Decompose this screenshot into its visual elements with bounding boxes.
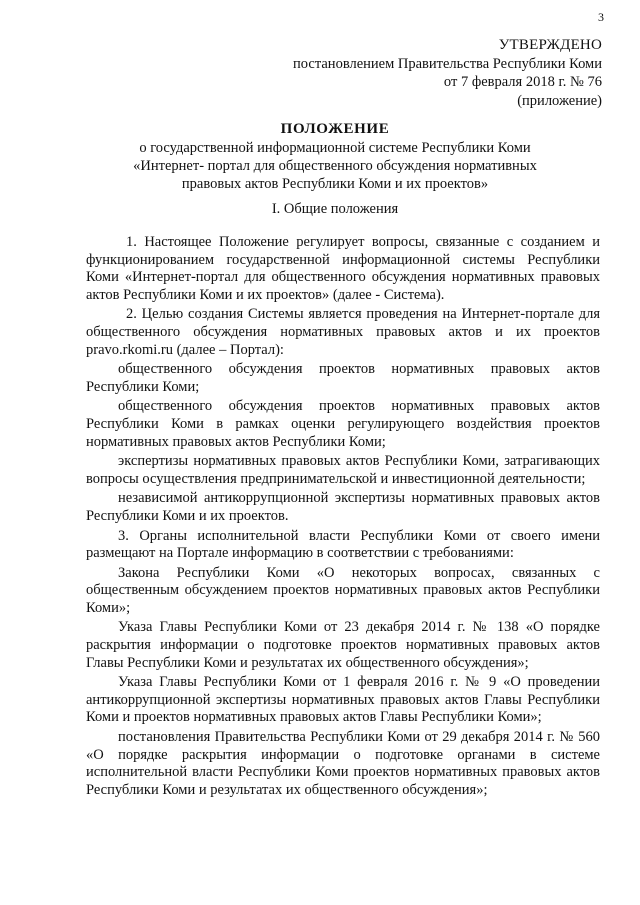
section-title: I. Общие положения <box>271 201 399 217</box>
document-subtitle-line-1: о государственной информационной системе Республики Коми <box>139 140 531 156</box>
document-body <box>86 234 600 801</box>
paragraph: Указа Главы Республики Коми от 1 февраля 2016 г. № 9 «О проведении антикоррупционной экспертизы нормативных правовых актов Главы Республики Коми и проектов нормативных правовых актов Главы Республики Коми»; <box>86 674 600 726</box>
document-heading <box>30 120 640 193</box>
paragraph: экспертизы нормативных правовых актов Республики Коми, затрагивающих вопросы осуществления предпринимательской и инвестиционной деятельности; <box>86 453 600 487</box>
paragraph: 3. Органы исполнительной власти Республики Коми от своего имени размещают на Портале информацию в соответствии с требованиями: <box>86 527 600 562</box>
approval-line-1: постановлением Правительства Республики Коми <box>293 55 602 72</box>
paragraph: 1. Настоящее Положение регулирует вопросы, связанные с созданием и функционированием государственной информационной системы Республики Коми «Интернет-портал для общественного обсуждения нормативных правовых актов Республики Коми и их проектов» (далее - Система). <box>86 234 600 303</box>
document-subtitle-line-3: правовых актов Республики Коми и их проектов» <box>181 176 489 192</box>
paragraph: 2. Целью создания Системы является проведения на Интернет-портале для общественного обсуждения нормативных правовых актов и их проектов pravo.rkomi.ru (далее – Портал): <box>86 306 600 358</box>
paragraph: общественного обсуждения проектов нормативных правовых актов Республики Коми в рамках оценки регулирующего воздействия проектов нормативных правовых актов Республики Коми; <box>86 398 600 450</box>
paragraph: постановления Правительства Республики Коми от 29 декабря 2014 г. № 560 «О порядке раскрытия информации о подготовке органами в системе исполнительной власти Республики Коми проектов нормативных правовых актов Республики Коми и результатах их общественного обсуждения»; <box>86 729 600 798</box>
approval-title: УТВЕРЖДЕНО <box>498 37 602 53</box>
paragraph: Указа Главы Республики Коми от 23 декабря 2014 г. № 138 «О порядке раскрытия информации о подготовке проектов нормативных правовых актов Главы Республики Коми и результатах их общественного обсуждения»; <box>86 619 600 671</box>
paragraph: Закона Республики Коми «О некоторых вопросах, связанных с общественным обсуждением проектов нормативных правовых актов Республики Коми»; <box>86 564 600 616</box>
approval-block <box>293 36 602 110</box>
approval-line-2: от 7 февраля 2018 г. № 76 <box>443 74 602 90</box>
approval-line-3: (приложение) <box>517 92 602 109</box>
document-subtitle-line-2: «Интернет- портал для общественного обсуждения нормативных <box>133 158 537 174</box>
paragraph: общественного обсуждения проектов нормативных правовых актов Республики Коми; <box>86 361 600 395</box>
paragraph: независимой антикоррупционной экспертизы нормативных правовых актов Республики Коми и их проектов. <box>86 490 600 524</box>
document-title: ПОЛОЖЕНИЕ <box>280 121 390 137</box>
page-number: 3 <box>598 10 604 24</box>
